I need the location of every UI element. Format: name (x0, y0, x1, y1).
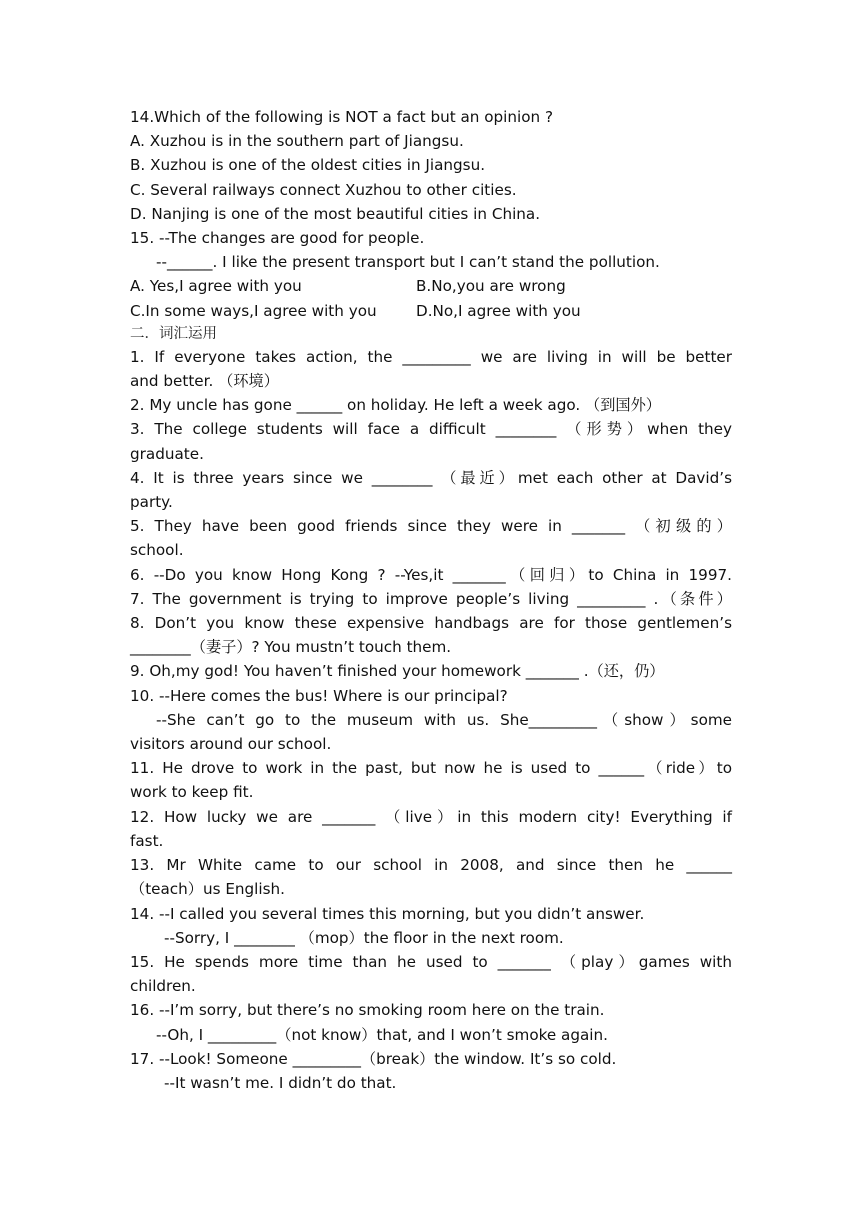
vocab-17-line-2: --It wasn’t me. I didn’t do that. (164, 1073, 397, 1092)
question-15-dialogue: --______. I like the present transport but I can’t stand the pollution. (156, 253, 660, 272)
question-15-option-a: A. Yes,I agree with you (130, 277, 302, 296)
vocab-13-line-1: 13. Mr White came to our school in 2008, and since then he ______ (130, 856, 732, 875)
vocab-11-line-1: 11. He drove to work in the past, but now he is used to ______（ride）to (130, 759, 732, 778)
vocab-15-line-2: children. (130, 977, 196, 996)
vocab-10-line-1: 10. --Here comes the bus! Where is our principal? (130, 686, 508, 705)
vocab-1-line-1: 1. If everyone takes action, the _________ we are living in will be better (130, 347, 732, 366)
vocab-9: 9. Oh,my god! You haven’t finished your homework _______ .（还，仍） (130, 662, 665, 681)
question-14-option-d: D. Nanjing is one of the most beautiful cities in China. (130, 204, 541, 223)
vocab-1-line-2: and better. （环境） (130, 372, 279, 391)
question-14-option-a: A. Xuzhou is in the southern part of Jiangsu. (130, 132, 464, 151)
vocab-6: 6. --Do you know Hong Kong ? --Yes,it _______（回归）to China in 1997. (130, 565, 732, 584)
question-14-stem: 14.Which of the following is NOT a fact but an opinion ? (130, 108, 554, 126)
question-15-option-d: D.No,I agree with you (416, 301, 581, 320)
vocab-12-line-2: fast. (130, 831, 164, 850)
vocab-14-line-1: 14. --I called you several times this morning, but you didn’t answer. (130, 904, 645, 923)
vocab-5-line-1: 5. They have been good friends since they were in _______ （初级的） (130, 517, 732, 536)
question-14-option-b: B. Xuzhou is one of the oldest cities in Jiangsu. (130, 156, 486, 175)
vocab-10-line-2: --She can’t go to the museum with us. She_________（show）some (156, 710, 732, 729)
vocab-13-line-2: （teach）us English. (130, 880, 285, 899)
vocab-4-line-1: 4. It is three years since we ________ （最近）met each other at David’s (130, 468, 732, 487)
vocab-3-line-2: graduate. (130, 444, 204, 463)
vocab-5-line-2: school. (130, 541, 184, 560)
vocab-16-line-2: --Oh, I _________（not know）that, and I won’t smoke again. (156, 1025, 608, 1044)
vocab-17-line-1: 17. --Look! Someone _________（break）the window. It’s so cold. (130, 1049, 617, 1068)
vocab-11-line-2: work to keep fit. (130, 783, 254, 802)
vocab-2: 2. My uncle has gone ______ on holiday. He left a week ago. （到国外） (130, 396, 661, 415)
vocab-7: 7. The government is trying to improve people’s living _________ .（条件） (130, 589, 732, 608)
vocab-4-line-2: party. (130, 493, 173, 512)
vocab-3-line-1: 3. The college students will face a difficult ________ （形势）when they (130, 420, 732, 439)
question-15-options-row-2 (130, 299, 732, 323)
question-14-option-c: C. Several railways connect Xuzhou to other cities. (130, 180, 517, 199)
vocab-14-line-2: --Sorry, I ________ （mop）the floor in the next room. (164, 928, 564, 947)
vocab-10-line-3: visitors around our school. (130, 735, 332, 754)
vocab-8-line-1: 8. Don’t you know these expensive handbags are for those gentlemen’s (130, 614, 732, 633)
worksheet-page (130, 105, 732, 1095)
question-15-stem: 15. --The changes are good for people. (130, 229, 425, 248)
vocab-8-line-2: ________（妻子）? You mustn’t touch them. (130, 638, 452, 657)
question-15-option-c: C.In some ways,I agree with you (130, 301, 377, 320)
question-15-options-row-1 (130, 274, 732, 298)
section-title: 二．词汇运用 (130, 325, 217, 342)
question-15-option-b: B.No,you are wrong (416, 277, 566, 296)
vocab-15-line-1: 15. He spends more time than he used to _______ （play）games with (130, 952, 732, 971)
vocab-16-line-1: 16. --I’m sorry, but there’s no smoking room here on the train. (130, 1001, 605, 1020)
vocab-12-line-1: 12. How lucky we are _______ （live）in this modern city! Everything if (130, 807, 732, 826)
